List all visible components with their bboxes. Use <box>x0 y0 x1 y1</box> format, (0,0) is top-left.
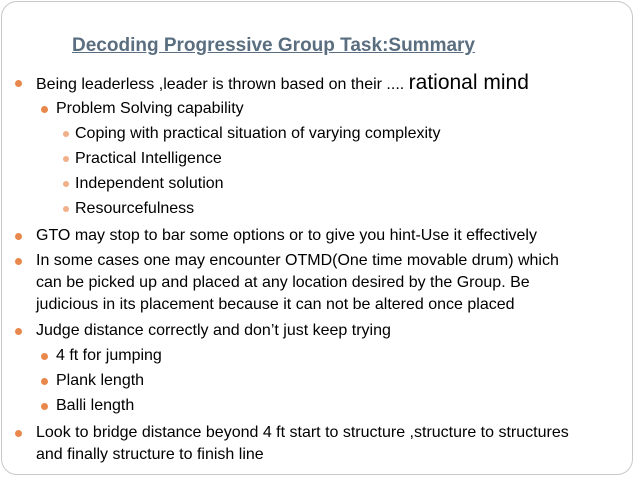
list-item-line: can be picked up and placed at any location desired by the Group. Be <box>36 274 530 291</box>
bullet-icon <box>15 328 22 335</box>
bullet-icon <box>41 378 48 385</box>
bullet-icon <box>63 156 69 162</box>
list-item: Coping with practical situation of varying complexity <box>75 125 441 142</box>
list-item-text: Being leaderless ,leader is thrown based on their .... <box>36 76 409 93</box>
slide-title: Decoding Progressive Group Task:Summary <box>72 35 475 56</box>
list-item: Problem Solving capability <box>56 100 244 117</box>
list-item-line: In some cases one may encounter OTMD(One time movable drum) which <box>36 252 559 269</box>
list-item: Independent solution <box>75 175 224 192</box>
list-item: Judge distance correctly and don’t just keep trying <box>36 322 391 339</box>
bullet-icon <box>63 131 69 137</box>
bullet-icon <box>15 258 22 265</box>
list-item <box>36 72 529 96</box>
list-item: 4 ft for jumping <box>56 347 162 364</box>
list-item: Balli length <box>56 397 135 414</box>
bullet-icon <box>41 353 48 360</box>
bullet-icon <box>41 106 48 113</box>
bullet-icon <box>63 206 69 212</box>
bullet-icon <box>63 181 69 187</box>
list-item: Practical Intelligence <box>75 150 222 167</box>
emphasis-text: rational mind <box>408 71 529 94</box>
bullet-icon <box>15 80 22 87</box>
list-item-line: Look to bridge distance beyond 4 ft start to structure ,structure to structures <box>36 424 569 441</box>
list-item-line: and finally structure to finish line <box>36 446 264 463</box>
list-item: Resourcefulness <box>75 200 195 217</box>
bullet-icon <box>15 430 22 437</box>
list-item: GTO may stop to bar some options or to give you hint-Use it effectively <box>36 227 537 244</box>
bullet-icon <box>41 403 48 410</box>
list-item-line: judicious in its placement because it can not be altered once placed <box>36 296 515 313</box>
list-item: Plank length <box>56 372 145 389</box>
bullet-icon <box>15 233 22 240</box>
